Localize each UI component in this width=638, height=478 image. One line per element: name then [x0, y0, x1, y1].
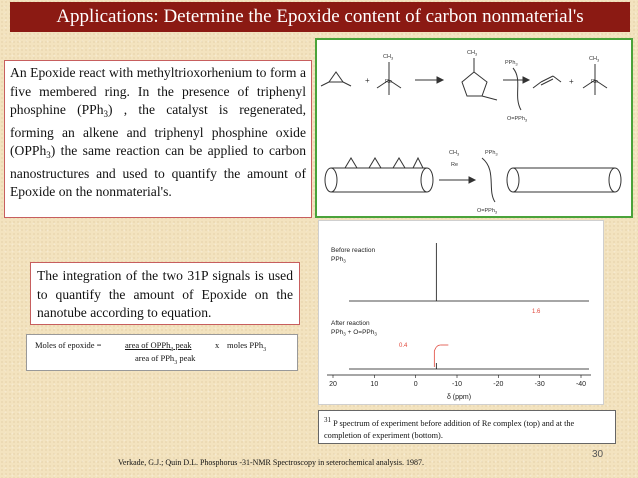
opph3-label-1: O=PPh$_3$ — [507, 116, 528, 123]
reference-text: Verkade, G.J.; Quin D.L. Phosphorus -31-NMR Spectroscopy in seterochemical analysis. 1987. — [118, 458, 424, 467]
intro-sub-1: 3 — [103, 109, 109, 119]
equation-denominator: area of PPh$_3$ peak — [135, 353, 196, 366]
re-label-2: Re — [591, 79, 599, 85]
caption-text: P spectrum of experiment before addition of Re complex (top) and at the completion of experiment (bottom). — [324, 419, 575, 440]
x-tick-label: -30 — [534, 381, 545, 388]
equation-times: x — [215, 340, 220, 350]
integral-label-large: 1.6 — [532, 309, 541, 315]
integration-text: The integration of the two 31P signals is used to quantify the amount of Epoxide on the nanotube according to equation. — [37, 268, 293, 320]
integration-textbox — [30, 262, 300, 325]
caption-sup: 31 — [324, 416, 331, 424]
ch3-label-1: $CH_3$ — [383, 54, 394, 61]
equation-numerator: area of OPPh$_3$ peak — [125, 340, 192, 353]
x-tick-label: 20 — [329, 381, 337, 388]
nmr-spectrum-plot — [319, 221, 603, 404]
re-label-1: Re — [385, 79, 393, 85]
plus-sign-1: + — [365, 76, 370, 85]
reaction-scheme — [315, 38, 633, 218]
opph3-label-2: O=PPh$_3$ — [477, 208, 498, 215]
intro-text-1: An Epoxide react with methyltrioxorhenium to form a five membered ring. In the presence of triphenyl phosphine (PPh — [10, 65, 306, 117]
x-tick-label: -10 — [451, 381, 463, 388]
nmr-spectrum — [318, 220, 604, 405]
intro-text-2: ) , the catalyst is regenerated, forming an alkene and triphenyl phosphine oxide (OPPh — [10, 102, 306, 158]
integral-label-small: 0.4 — [399, 343, 408, 349]
after-label: After reaction — [331, 320, 370, 327]
integral-curve — [434, 345, 440, 367]
spectrum-caption — [318, 410, 616, 444]
equation-moles: moles PPh$_3$ — [227, 340, 267, 353]
pph3-label-2: PPh$_3$ — [485, 150, 498, 157]
equation-box — [26, 334, 298, 371]
slide-title: Applications: Determine the Epoxide content of carbon nonmaterial's — [10, 2, 630, 32]
x-axis-label: δ (ppm) — [446, 394, 472, 401]
x-tick-label: -20 — [493, 381, 504, 388]
intro-sub-2: 3 — [46, 150, 51, 160]
page-number: 30 — [592, 449, 604, 460]
x-tick-label: -40 — [575, 381, 587, 388]
before-label: Before reaction — [331, 247, 376, 254]
x-tick-label: 10 — [370, 381, 379, 388]
ch3-label-3: $CH_3$ — [589, 56, 600, 63]
equation-lhs: Moles of epoxide = — [35, 340, 102, 350]
intro-textbox — [4, 60, 312, 218]
ch3-label-4: $CH_3$ — [449, 150, 460, 157]
reaction-scheme-drawing — [317, 40, 631, 216]
intro-text-3: ) the same reaction can be applied to carbon nanostructures and used to quantify the amount of Epoxide on the nonmaterial's. — [10, 143, 306, 199]
plus-sign-2: + — [569, 77, 574, 86]
x-tick-label: 0 — [413, 381, 418, 388]
epoxide-ring — [329, 72, 343, 82]
after-sub-label: PPh$_3$ + O=PPh$_3$ — [331, 329, 377, 337]
pph3-label-1: PPh$_3$ — [505, 60, 518, 67]
before-sub-label: PPh$_3$ — [331, 256, 346, 264]
re-label-3: Re — [451, 162, 459, 168]
ch3-label-2: $CH_3$ — [467, 50, 478, 57]
